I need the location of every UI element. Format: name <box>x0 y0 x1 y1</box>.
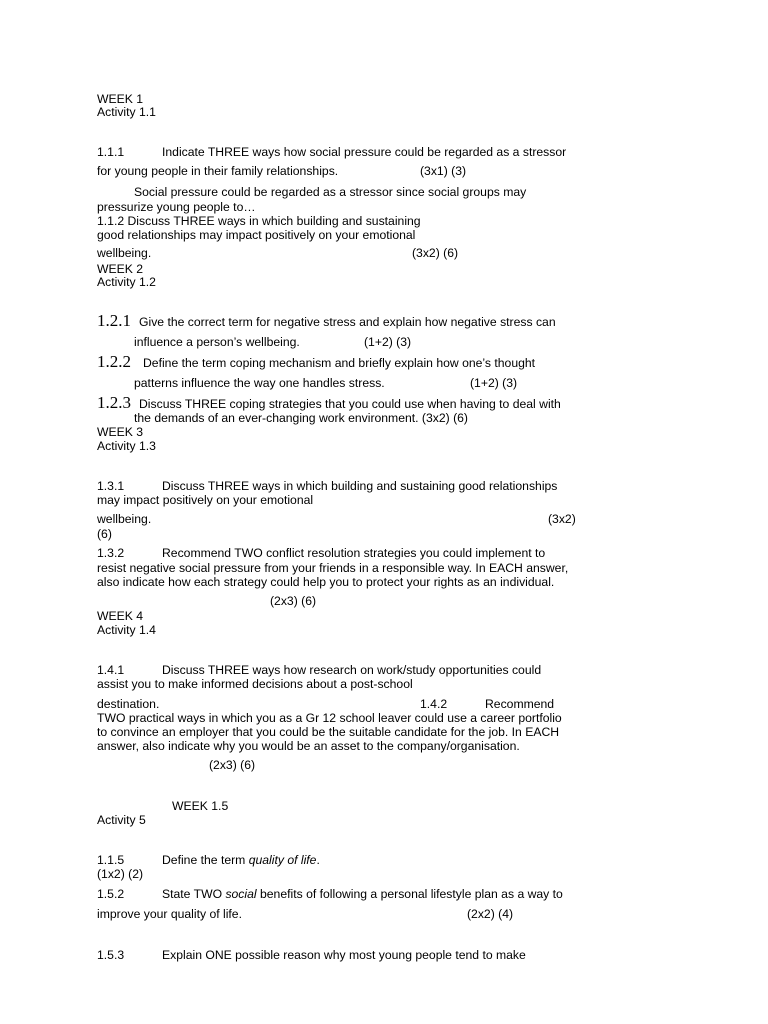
question-number: 1.2.1 <box>97 311 131 330</box>
question-number: 1.5.2 <box>97 887 125 901</box>
question-text: Give the correct term for negative stress and explain how negative stress can <box>139 315 556 329</box>
activity-1-1-label: Activity 1.1 <box>97 105 156 119</box>
question-number: 1.3.2 <box>97 546 125 560</box>
marks: (1x2) (2) <box>97 867 144 881</box>
question-text: destination. <box>97 697 160 711</box>
question-text: Discuss THREE ways how research on work/study opportunities could <box>162 663 542 677</box>
answer-text: Social pressure could be regarded as a stressor since social groups may <box>134 185 527 199</box>
week-4-heading: WEEK 4 <box>97 609 144 623</box>
question-number: 1.2.2 <box>97 352 131 371</box>
activity-1-3-label: Activity 1.3 <box>97 439 156 453</box>
marks: (1+2) (3) <box>364 335 412 349</box>
question-text: 1.1.2 Discuss THREE ways in which building and sustaining <box>97 214 421 228</box>
question-text: the demands of an ever-changing work environment. (3x2) (6) <box>134 411 468 425</box>
week-1-5-heading: WEEK 1.5 <box>172 799 229 813</box>
question-text: Indicate THREE ways how social pressure could be regarded as a stressor <box>162 145 567 159</box>
marks: (3x2) <box>548 512 576 526</box>
question-text: Discuss THREE coping strategies that you could use when having to deal with <box>139 397 561 411</box>
question-text: wellbeing. <box>97 246 152 260</box>
question-text: Explain ONE possible reason why most young people tend to make <box>162 948 526 962</box>
marks: (1+2) (3) <box>470 376 518 390</box>
question-text: wellbeing. <box>97 512 152 526</box>
question-number: 1.1.5 <box>97 853 125 867</box>
marks: (6) <box>97 527 112 541</box>
week-1-heading: WEEK 1 <box>97 92 144 106</box>
italic-term: social <box>225 887 257 901</box>
question-text: Define the term quality of life. <box>162 853 320 867</box>
activity-1-2-label: Activity 1.2 <box>97 275 156 289</box>
week-2-heading: WEEK 2 <box>97 262 144 276</box>
week-3-heading: WEEK 3 <box>97 425 144 439</box>
question-number: 1.4.1 <box>97 663 125 677</box>
answer-text: pressurize young people to… <box>97 200 256 214</box>
question-number: 1.1.1 <box>97 145 125 159</box>
marks: (2x3) (6) <box>270 594 317 608</box>
question-number: 1.4.2 <box>420 697 448 711</box>
question-text: Define the term coping mechanism and briefly explain how one’s thought <box>143 356 536 370</box>
question-text: to convince an employer that you could be the suitable candidate for the job. In EACH <box>97 725 560 739</box>
question-text: good relationships may impact positively on your emotional <box>97 228 416 242</box>
question-text: also indicate how each strategy could help you to protect your rights as an individual. <box>97 575 555 589</box>
question-text: for young people in their family relationships. <box>97 164 339 178</box>
question-text: patterns influence the way one handles stress. <box>134 376 385 390</box>
question-text: Discuss THREE ways in which building and sustaining good relationships <box>162 479 558 493</box>
activity-5-label: Activity 5 <box>97 813 146 827</box>
question-text: may impact positively on your emotional <box>97 493 314 507</box>
question-text: improve your quality of life. <box>97 907 242 921</box>
marks: (2x3) (6) <box>209 758 256 772</box>
question-text: resist negative social pressure from your friends in a responsible way. In EACH answer, <box>97 561 569 575</box>
question-text: answer, also indicate why you would be an asset to the company/organisation. <box>97 739 520 753</box>
activity-1-4-label: Activity 1.4 <box>97 623 156 637</box>
marks: (2x2) (4) <box>467 907 514 921</box>
question-number: 1.5.3 <box>97 948 125 962</box>
italic-term: quality of life <box>248 853 317 867</box>
question-text: assist you to make informed decisions about a post-school <box>97 677 413 691</box>
question-text: State TWO social benefits of following a personal lifestyle plan as a way to <box>162 887 563 901</box>
question-text: Recommend <box>485 697 555 711</box>
marks: (3x1) (3) <box>420 164 467 178</box>
question-number: 1.3.1 <box>97 479 125 493</box>
question-text: TWO practical ways in which you as a Gr 12 school leaver could use a career portfolio <box>97 711 562 725</box>
question-text: influence a person’s wellbeing. <box>134 335 300 349</box>
marks: (3x2) (6) <box>412 246 459 260</box>
question-text: Recommend TWO conflict resolution strategies you could implement to <box>162 546 546 560</box>
question-number: 1.2.3 <box>97 393 131 412</box>
